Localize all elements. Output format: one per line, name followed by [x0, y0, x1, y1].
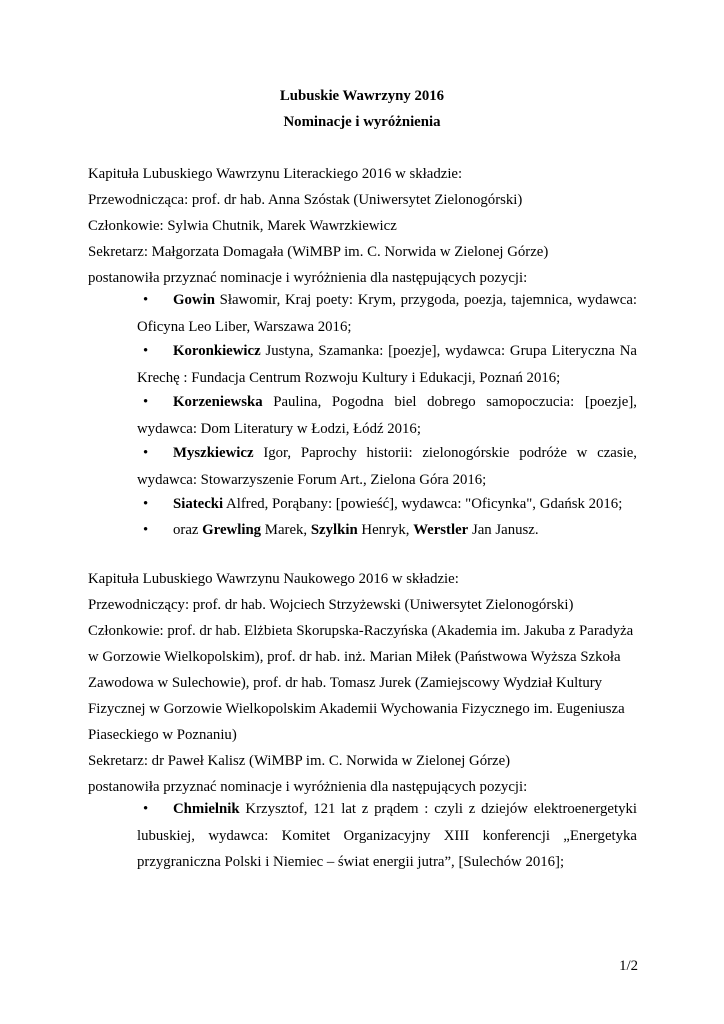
item-details: Justyna, Szamanka: [poezje], wydawca: Grupa Literyczna Na Krechę : Fundacja Centrum Rozwoju Kultury i Edukacji, Poznań 2016; — [137, 343, 637, 386]
item-surname: Siatecki — [173, 496, 224, 512]
item-details: Alfred, Porąbany: [powieść], wydawca: "Oficynka", Gdańsk 2016; — [223, 496, 623, 512]
item-surname: Grewling — [202, 522, 262, 538]
bullet-icon: • — [143, 522, 149, 538]
literary-chair: Przewodnicząca: prof. dr hab. Anna Szóstak (Uniwersytet Zielonogórski) — [88, 192, 523, 208]
list-item — [137, 287, 637, 340]
literary-members: Członkowie: Sylwia Chutnik, Marek Wawrzkiewicz — [88, 218, 397, 234]
list-item — [137, 517, 637, 544]
scientific-members-line: Zawodowa w Sulechowie), prof. dr hab. Tomasz Jurek (Zamiejscowy Wydział Kultury — [88, 675, 603, 691]
item-details: Jan Janusz. — [468, 522, 539, 538]
page-number: 1/2 — [619, 958, 638, 974]
list-item — [137, 389, 637, 442]
bullet-icon: • — [143, 343, 149, 359]
item-details: Krzysztof, 121 lat z prądem : czyli z dziejów elektroenergetyki lubuskiej, wydawca: Komitet Organizacyjny XIII konferencji „Energetyka przygraniczna Polski i Niemiec – świat energii jutra”, [Sulechów 2016]; — [137, 801, 637, 870]
list-item — [137, 796, 637, 876]
list-item — [137, 338, 637, 391]
bullet-icon: • — [143, 801, 149, 817]
scientific-chair: Przewodniczący: prof. dr hab. Wojciech Strzyżewski (Uniwersytet Zielonogórski) — [88, 597, 574, 613]
scientific-members-line: Członkowie: prof. dr hab. Elżbieta Skorupska-Raczyńska (Akademia im. Jakuba z Paradyża — [88, 623, 634, 639]
bullet-icon: • — [143, 445, 149, 461]
item-details: Marek, — [261, 522, 311, 538]
bullet-icon: • — [143, 394, 149, 410]
item-details: Sławomir, Kraj poety: Krym, przygoda, poezja, tajemnica, wydawca: Oficyna Leo Liber, Warszawa 2016; — [137, 292, 637, 335]
literary-decision: postanowiła przyznać nominacje i wyróżnienia dla następujących pozycji: — [88, 270, 528, 286]
scientific-intro: Kapituła Lubuskiego Wawrzynu Naukowego 2016 w składzie: — [88, 571, 459, 587]
item-prefix: oraz — [173, 522, 203, 538]
item-details: Igor, Paprochy historii: zielonogórskie podróże w czasie, wydawca: Stowarzyszenie Forum Art., Zielona Góra 2016; — [137, 445, 637, 488]
bullet-icon: • — [143, 496, 149, 512]
scientific-members-line: Fizycznej w Gorzowie Wielkopolskim Akademii Wychowania Fizycznego im. Eugeniusza — [88, 701, 625, 717]
literary-secretary: Sekretarz: Małgorzata Domagała (WiMBP im. C. Norwida w Zielonej Górze) — [88, 244, 549, 260]
list-item — [137, 491, 637, 518]
item-surname: Koronkiewicz — [173, 343, 261, 359]
item-details: Henryk, — [357, 522, 414, 538]
document-title: Lubuskie Wawrzyny 2016 — [279, 88, 445, 104]
item-surname: Werstler — [413, 522, 469, 538]
literary-intro: Kapituła Lubuskiego Wawrzynu Literackiego 2016 w składzie: — [88, 166, 463, 182]
item-surname: Gowin — [173, 292, 215, 308]
list-item — [137, 440, 637, 493]
document-subtitle: Nominacje i wyróżnienia — [283, 114, 441, 130]
item-surname: Szylkin — [310, 522, 358, 538]
item-surname: Korzeniewska — [173, 394, 263, 410]
item-surname: Chmielnik — [173, 801, 240, 817]
scientific-members-line: w Gorzowie Wielkopolskim), prof. dr hab. inż. Marian Miłek (Państwowa Wyższa Szkoła — [88, 649, 621, 665]
bullet-icon: • — [143, 292, 149, 308]
scientific-decision: postanowiła przyznać nominacje i wyróżnienia dla następujących pozycji: — [88, 779, 528, 795]
item-surname: Myszkiewicz — [173, 445, 254, 461]
scientific-members-line: Piaseckiego w Poznaniu) — [88, 727, 237, 743]
item-details: Paulina, Pogodna biel dobrego samopoczucia: [poezje], wydawca: Dom Literatury w Łodzi, Łódź 2016; — [137, 394, 637, 437]
scientific-secretary: Sekretarz: dr Paweł Kalisz (WiMBP im. C. Norwida w Zielonej Górze) — [88, 753, 511, 769]
